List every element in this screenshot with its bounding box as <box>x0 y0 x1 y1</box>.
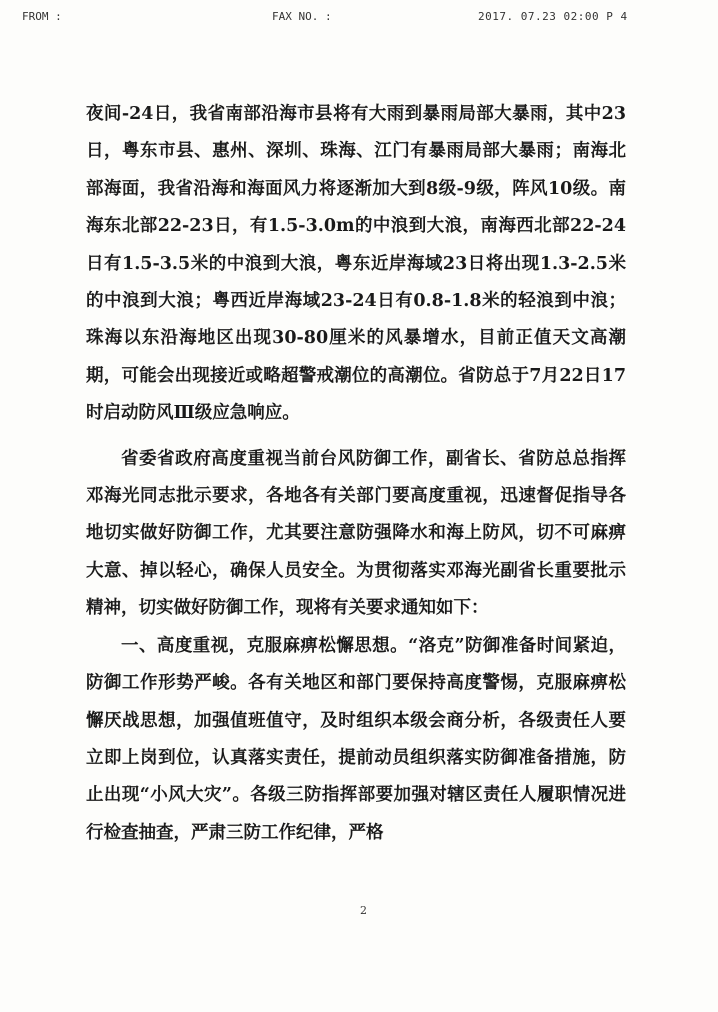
section-one-body: “洛克”防御准备时间紧迫，防御工作形势严峻。各有关地区和部门要保持高度警惕，克服麻痹松懈厌战思想，加强值班值守，及时组织本级会商分析，各级责任人要立即上岗到位，认真落实责任，提前动员组织落实防御准备措施，防止出现“小风大灾”。各级三防指挥部要加强对辖区责任人履职情况进行检查抽查，严肃三防工作纪律，严格 <box>86 635 626 843</box>
document-body <box>86 96 626 852</box>
fax-datetime-page: 2017. 07.23 02:00 P 4 <box>478 10 628 23</box>
paragraph-forecast: 夜间-24日，我省南部沿海市县将有大雨到暴雨局部大暴雨，其中23日，粤东市县、惠州、深圳、珠海、江门有暴雨局部大暴雨；南海北部海面，我省沿海和海面风力将逐渐加大到8级-9级，阵风10级。南海东北部22-23日，有1.5-3.0m的中浪到大浪，南海西北部22-24日有1.5-3.5米的中浪到大浪，粤东近岸海域23日将出现1.3-2.5米的中浪到大浪；粤西近岸海域23-24日有0.8-1.8米的轻浪到中浪；珠海以东沿海地区出现30-80厘米的风暴增水，目前正值天文高潮期，可能会出现接近或略超警戒潮位的高潮位。省防总于7月22日17时启动防风Ⅲ级应急响应。 <box>86 104 626 424</box>
section-one-heading: 一、高度重视，克服麻痹松懈思想。 <box>121 635 409 656</box>
paragraph-section-one <box>86 628 626 852</box>
paragraph-instructions: 省委省政府高度重视当前台风防御工作，副省长、省防总总指挥邓海光同志批示要求，各地各有关部门要高度重视，迅速督促指导各地切实做好防御工作，尤其要注意防强降水和海上防风，切不可麻痹大意、掉以轻心，确保人员安全。为贯彻落实邓海光副省长重要批示精神，切实做好防御工作，现将有关要求通知如下： <box>86 448 626 619</box>
fax-from-label: FROM : <box>22 10 62 23</box>
page-number: 2 <box>360 904 367 917</box>
fax-header <box>0 10 718 30</box>
fax-number-label: FAX NO. : <box>272 10 332 23</box>
